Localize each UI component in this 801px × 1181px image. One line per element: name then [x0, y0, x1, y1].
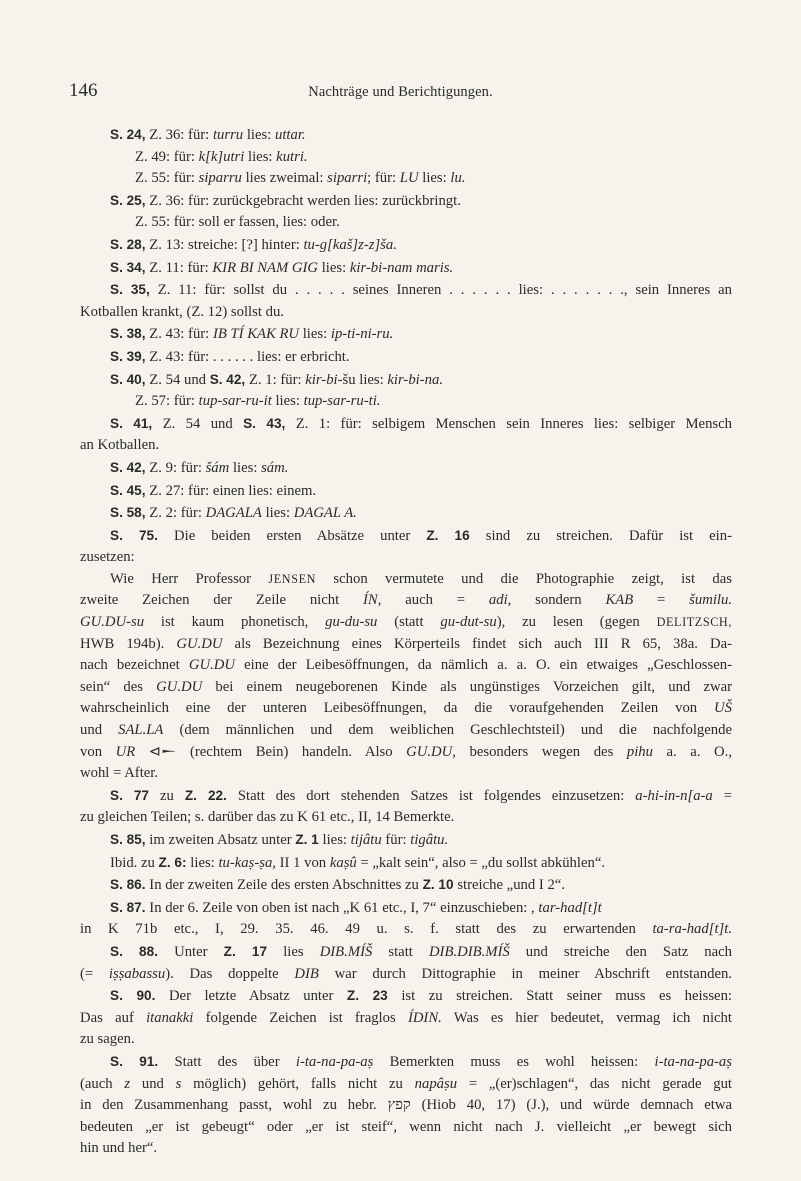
reference-label: S. 34, — [110, 259, 150, 275]
reference-label: Z. 10 — [422, 877, 458, 893]
main-text — [80, 124, 732, 1160]
reference-label: S. 42, — [209, 371, 249, 387]
text-run: DELITZSCH, — [656, 615, 732, 630]
text-line — [80, 919, 732, 941]
text-run: a. a. O., — [652, 743, 733, 760]
text-run: Das auf — [80, 1009, 147, 1026]
text-line — [80, 897, 732, 920]
transliteration: turru — [212, 127, 244, 143]
transliteration: ta-ra-had[t]t. — [652, 921, 732, 938]
text-line — [80, 807, 732, 829]
text-run: Z. 13: streiche: [?] hinter: — [149, 236, 304, 253]
text-line — [80, 829, 732, 852]
transliteration: DAGALA — [205, 505, 262, 522]
text-run: Z. 54 und — [162, 415, 244, 432]
text-line — [80, 480, 732, 503]
reference-label: Z. 22. — [184, 787, 238, 803]
text-run: lies zweimal: — [241, 170, 328, 187]
text-run: Z. 43: für: . . . . . . lies: er erbricht. — [149, 348, 350, 365]
text-line — [80, 168, 732, 190]
transliteration: DIB — [294, 965, 319, 982]
text-run: Z. 9: für: — [149, 459, 206, 476]
text-run: Ibid. zu — [110, 854, 159, 871]
transliteration: tijâtu — [350, 832, 382, 848]
transliteration: k[k]utri — [198, 148, 245, 165]
text-run: In der 6. Zeile von oben ist nach „K 61 etc., I, 7“ einzuschieben: , — [149, 899, 539, 916]
text-run: sondern — [511, 592, 606, 609]
text-line — [80, 147, 732, 169]
text-run: Was es hier bedeutet, vermag ich nicht — [441, 1009, 732, 1026]
text-run: ist zu streichen. Statt seiner muss es heissen: — [401, 988, 733, 1005]
text-run: nach bezeichnet — [80, 657, 189, 674]
text-run: Z. 1: für: — [248, 371, 306, 388]
text-run: Z. 57: für: — [135, 393, 199, 410]
transliteration: kaṣû — [329, 854, 357, 871]
text-line — [80, 1074, 732, 1096]
text-line — [80, 1138, 732, 1160]
text-line — [80, 677, 732, 699]
text-run: zu sagen. — [80, 1031, 135, 1048]
reference-label: S. 38, — [110, 326, 150, 342]
transliteration: GU.DU — [188, 657, 235, 674]
text-line — [80, 1051, 732, 1074]
transliteration: šám — [205, 459, 230, 476]
text-line — [80, 369, 732, 392]
text-line — [80, 190, 732, 213]
text-line — [80, 547, 732, 569]
text-run: lies: — [318, 259, 350, 276]
text-run: lies: — [243, 127, 275, 143]
transliteration: z — [124, 1075, 131, 1092]
text-run: im zweiten Absatz unter — [149, 832, 296, 848]
reference-label: S. 58, — [110, 505, 150, 521]
reference-label: S. 90. — [110, 988, 169, 1004]
text-line — [80, 655, 732, 677]
text-run: JENSEN — [268, 571, 317, 586]
reference-label: Z. 1 — [295, 832, 323, 847]
text-line — [80, 1029, 732, 1051]
text-run: und — [80, 722, 119, 739]
text-line — [80, 212, 732, 234]
text-run: Z. 36: für: zurückgebracht werden lies: zurückbringt. — [149, 192, 461, 209]
text-run: zu gleichen Teilen; s. darüber das zu K 61 etc., II, 14 Bemerkte. — [80, 809, 455, 826]
text-run: Z. 11: für: sollst du . . . . . seines Inneren . . . . . . lies: . . . . . . ., sein Inneres an — [157, 282, 733, 299]
transliteration: tigâtu. — [410, 832, 449, 848]
text-run: streiche „und I 2“. — [457, 877, 565, 894]
text-line — [80, 698, 732, 720]
text-run: Die beiden ersten Absätze unter — [174, 527, 427, 544]
transliteration: ÍDIN. — [407, 1009, 442, 1026]
transliteration: pihu — [626, 743, 653, 760]
reference-label: S. 28, — [110, 236, 150, 252]
text-run: (dem männlichen und dem weiblichen Geschlechtsteil) und die nachfolgende — [163, 722, 733, 739]
text-run: sein“ des — [80, 678, 157, 695]
text-line — [80, 1117, 732, 1139]
text-line — [80, 435, 732, 457]
page-number: 146 — [69, 80, 98, 101]
transliteration: KIR BI NAM GIG — [212, 259, 319, 276]
transliteration: tup-sar-ru-ti. — [303, 393, 381, 410]
transliteration: napâṣu — [414, 1075, 458, 1092]
text-line — [80, 525, 732, 548]
text-run: Z. 54 und — [149, 371, 210, 388]
transliteration: šumilu. — [689, 592, 733, 609]
reference-label: Z. 17 — [223, 943, 284, 959]
text-run: lies: — [299, 326, 331, 343]
text-run: war durch Dittographie in meiner Abschrift entstanden. — [318, 965, 732, 982]
text-line — [80, 852, 732, 875]
text-run: und streiche den Satz nach — [509, 943, 733, 960]
transliteration: LU — [399, 170, 419, 187]
text-line — [80, 763, 732, 785]
text-run: (auch — [80, 1075, 125, 1092]
transliteration: kir-bi- — [305, 371, 343, 388]
text-run: = „kalt sein“, also = „du sollst abkühlen“. — [356, 854, 606, 871]
text-run: lies: — [261, 505, 294, 522]
text-run: (statt — [377, 614, 441, 631]
transliteration: kutri. — [276, 148, 308, 165]
text-run: II 1 von — [275, 854, 330, 871]
text-run: Kotballen krankt, (Z. 12) sollst du. — [80, 303, 284, 320]
transliteration: GU.DU — [176, 635, 223, 652]
text-line — [80, 457, 732, 480]
transliteration: tu-kaṣ-ṣa, — [218, 854, 276, 871]
transliteration: GU.DU, — [406, 743, 456, 760]
text-line — [80, 391, 732, 413]
transliteration: tup-sar-ru-it — [198, 393, 272, 410]
text-line — [80, 234, 732, 257]
text-run: lies: — [322, 832, 351, 848]
text-line — [80, 302, 732, 324]
text-run: Z. 55: für: soll er fassen, lies: oder. — [135, 214, 340, 231]
transliteration: siparru — [198, 170, 242, 187]
transliteration: DIB.DIB.MÍŠ — [428, 943, 510, 960]
reference-label: S. 45, — [110, 482, 150, 498]
reference-label: Z. 23 — [346, 988, 402, 1004]
reference-label: S. 25, — [110, 192, 150, 208]
text-run: und — [130, 1075, 176, 1092]
text-run: lies: — [418, 170, 451, 187]
text-run: šu lies: — [342, 371, 388, 388]
text-run: zu — [160, 787, 185, 804]
text-run: Wie Herr Professor — [110, 570, 269, 587]
text-run: an Kotballen. — [80, 437, 160, 454]
text-run: lies: — [271, 393, 304, 410]
transliteration: siparri — [327, 170, 368, 187]
text-run: Z. 43: für: — [149, 326, 213, 343]
text-line — [80, 569, 732, 591]
text-run: hin und her“. — [80, 1140, 158, 1157]
text-run: Unter — [174, 943, 224, 960]
text-line — [80, 874, 732, 897]
text-run: Z. 55: für: — [135, 170, 199, 187]
text-run: Bemerkten muss es wohl heissen: — [373, 1053, 655, 1070]
text-line — [80, 742, 732, 764]
reference-label: S. 85, — [110, 832, 150, 847]
text-line — [80, 612, 732, 634]
text-run: ⊲𒀸 (rechtem Bein) handeln. Also — [135, 743, 407, 760]
text-run: (= — [80, 965, 109, 982]
text-run: HWB 194b). — [80, 635, 177, 652]
transliteration: GU.DU — [156, 678, 203, 695]
transliteration: GU.DU-su — [80, 614, 145, 631]
text-run: für: — [381, 832, 411, 848]
text-run: in den Zusammenhang passt, wohl zu hebr. קפץ (Hiob 40, 17) (J.), und würde demnach etwa — [80, 1097, 733, 1114]
text-run: Statt des dort stehenden Satzes ist folgendes einzusetzen: — [237, 787, 636, 804]
transliteration: kir-bi-nam maris. — [349, 259, 454, 276]
transliteration: DIB.MÍŠ — [319, 943, 373, 960]
text-run: in K 71b etc., I, 29. 35. 46. 49 u. s. f. statt des zu erwartenden — [80, 921, 653, 938]
text-line — [80, 1008, 732, 1030]
text-line — [80, 257, 732, 280]
transliteration: adi, — [488, 592, 512, 609]
page-header — [0, 80, 801, 104]
transliteration: IB TÍ KAK RU — [212, 326, 300, 343]
text-run: = „(er)schlagen“, das nicht gerade gut — [457, 1075, 733, 1092]
reference-label: S. 35, — [110, 282, 158, 298]
text-run: Z. 2: für: — [149, 505, 206, 522]
text-run: eine der Leibesöffnungen, da nämlich a. a. O. ein etwaiges „Geschlossen- — [234, 657, 732, 674]
text-run: Statt des über — [174, 1053, 296, 1070]
transliteration: UR — [115, 743, 136, 760]
text-run: wahrscheinlich eine der unteren Leibesöffnungen, da die voraufgehenden Zeilen von — [80, 700, 715, 717]
transliteration: gu-du-su — [325, 614, 378, 631]
transliteration: gu-dut-su — [440, 614, 497, 631]
reference-label: S. 42, — [110, 459, 150, 475]
text-run: ), zu lesen (gegen — [496, 614, 657, 631]
text-run: bedeuten „er ist gebeugt“ oder „er ist steif“, wenn nicht nach J. vielleicht „er bewegt sich — [80, 1118, 732, 1135]
transliteration: DAGAL A. — [293, 505, 357, 522]
running-title: Nachträge und Berichtigungen. — [308, 84, 493, 100]
transliteration: ÍN, — [363, 592, 382, 609]
transliteration: itanakki — [146, 1009, 194, 1026]
reference-label: S. 41, — [110, 415, 163, 431]
text-line — [80, 413, 732, 436]
reference-label: S. 39, — [110, 348, 150, 364]
text-run: wohl = After. — [80, 765, 159, 782]
transliteration: UŠ — [714, 700, 732, 717]
text-run: zweite Zeichen der Zeile nicht — [80, 592, 364, 609]
reference-label: S. 77 — [110, 787, 161, 803]
transliteration: lu. — [450, 170, 466, 187]
text-line — [80, 985, 732, 1008]
transliteration: i-ta-na-pa-aṣ — [654, 1053, 732, 1070]
text-run: ist kaum phonetisch, — [144, 614, 326, 631]
text-run: möglich) gehört, falls nicht zu — [181, 1075, 415, 1092]
text-line — [80, 1095, 732, 1117]
text-run: schon vermutete und die Photographie zeigt, ist das — [316, 570, 732, 587]
reference-label: S. 86. — [110, 877, 150, 893]
text-run: In der zweiten Zeile des ersten Abschnittes zu — [149, 877, 423, 894]
reference-label: S. 91. — [110, 1053, 175, 1069]
transliteration: a-hi-in-n[a-a — [635, 787, 713, 804]
text-run: folgende Zeichen ist fraglos — [193, 1009, 408, 1026]
text-run: lies: — [244, 148, 277, 165]
reference-label: Z. 6: — [158, 854, 191, 870]
text-run: lies — [283, 943, 320, 960]
text-run: besonders wegen des — [455, 743, 627, 760]
text-run: = — [712, 787, 732, 804]
transliteration: sám. — [261, 459, 289, 476]
reference-label: S. 43, — [243, 415, 296, 431]
transliteration: kir-bi-na. — [387, 371, 443, 388]
reference-label: S. 75. — [110, 527, 175, 543]
transliteration: uttar. — [274, 127, 306, 143]
text-line — [80, 941, 732, 964]
text-line — [80, 964, 732, 986]
text-run: auch = — [381, 592, 489, 609]
transliteration: tar-had[t]t — [538, 899, 602, 916]
text-run: bei einem neugeborenen Kinde als ungünstiges Vorzeichen gilt, und zwar — [202, 678, 732, 695]
text-line — [80, 279, 732, 302]
transliteration: tu-g[kaš]z-z]ša. — [303, 236, 397, 253]
text-line — [80, 502, 732, 525]
transliteration: KAB — [605, 592, 634, 609]
text-run: von — [80, 743, 116, 760]
transliteration: iṣṣabassu — [108, 965, 166, 982]
text-run: statt — [372, 943, 429, 960]
text-line — [80, 590, 732, 612]
text-line — [80, 720, 732, 742]
transliteration: ip-ti-ni-ru. — [330, 326, 394, 343]
transliteration: s — [175, 1075, 182, 1092]
reference-label: Z. 16 — [426, 527, 486, 543]
text-run: lies: — [190, 854, 219, 871]
text-run: ). Das doppelte — [165, 965, 295, 982]
text-line — [80, 323, 732, 346]
text-run: Z. 49: für: — [135, 148, 199, 165]
text-run: Z. 1: für: selbigem Menschen sein Inneres lies: selbiger Mensch — [295, 415, 732, 432]
text-run: = — [633, 592, 690, 609]
text-run: ; für: — [367, 170, 400, 187]
transliteration: i-ta-na-pa-aṣ — [295, 1053, 374, 1070]
text-line — [80, 346, 732, 369]
text-run: Z. 11: für: — [149, 259, 213, 276]
text-run: Z. 36: für: — [149, 127, 213, 143]
reference-label: S. 24, — [110, 127, 150, 142]
text-run: zusetzen: — [80, 549, 135, 566]
reference-label: S. 88. — [110, 943, 175, 959]
text-run: Z. 27: für: einen lies: einem. — [149, 482, 317, 499]
text-run: als Bezeichnung eines Körperteils findet sich auch III R 65, 38a. Da- — [222, 635, 732, 652]
text-run: Der letzte Absatz unter — [168, 988, 347, 1005]
text-line — [80, 124, 732, 147]
text-run: sind zu streichen. Dafür ist ein- — [485, 527, 732, 544]
transliteration: SAL.LA — [118, 722, 164, 739]
text-line — [80, 634, 732, 656]
reference-label: S. 87. — [110, 899, 150, 915]
text-line — [80, 785, 732, 808]
text-run: lies: — [229, 459, 262, 476]
reference-label: S. 40, — [110, 371, 150, 387]
